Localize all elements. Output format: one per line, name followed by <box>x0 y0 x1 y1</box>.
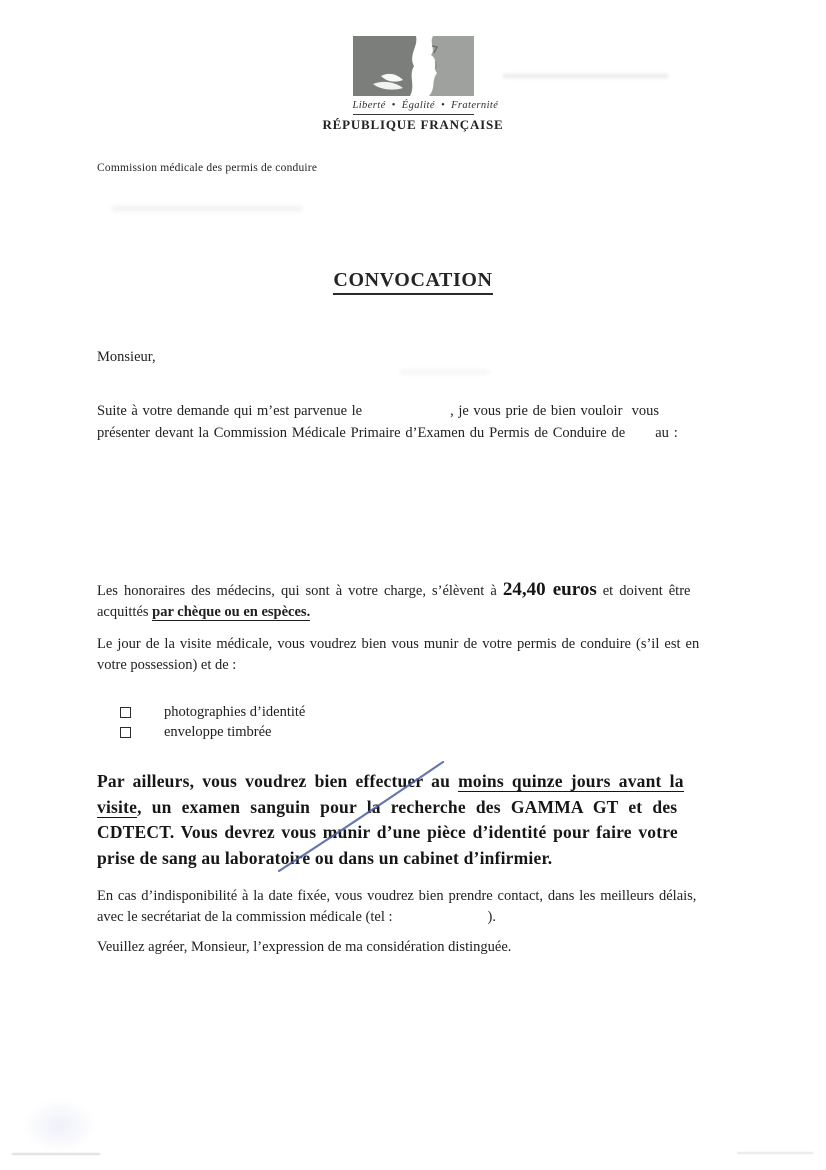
letter-title: CONVOCATION <box>333 269 492 295</box>
underlined-deadline: moins quinze jours avant la <box>458 771 684 791</box>
blood-test-line-1: Par ailleurs, vous voudrez bien effectuer au moins quinze jours avant la <box>97 771 684 791</box>
checklist-item <box>120 723 305 743</box>
blood-test-paragraph <box>97 769 684 871</box>
intro-line-2: présenter devant la Commission Médicale Primaire d’Examen du Permis de Conduire de au : <box>97 425 678 441</box>
marianne-logo-icon <box>353 36 474 96</box>
unavailability-line-2: avec le secrétariat de la commission médicale (tel : ). <box>97 909 496 925</box>
scan-artifact <box>737 1152 813 1154</box>
blood-test-line-4: prise de sang au laboratoire ou dans un cabinet d’infirmier. <box>97 847 553 868</box>
blood-test-line-2: visite, un examen sanguin pour la recherche des GAMMA GT et des <box>97 796 678 817</box>
unavailability-paragraph: En cas d’indisponibilité à la date fixée, vous voudrez bien prendre contact, dans les meilleurs délais, avec le secrétariat de la commission médicale (tel : ). <box>97 886 696 928</box>
republique-francaise-logo <box>0 36 826 133</box>
fees-line-2: acquittés par chèque ou en espèces. <box>97 604 311 620</box>
fees-line-1: Les honoraires des médecins, qui sont à votre charge, s’élèvent à 24,40 euros et doivent être <box>97 579 691 600</box>
document-checklist <box>120 703 305 742</box>
checklist-item-label: enveloppe timbrée <box>164 723 272 740</box>
fee-amount: 24,40 euros <box>502 579 597 600</box>
scan-artifact <box>12 1153 100 1155</box>
salutation: Monsieur, <box>97 349 156 365</box>
checkbox-icon <box>120 727 131 738</box>
checkbox-icon <box>120 707 131 718</box>
checklist-item <box>120 703 305 723</box>
letter-title-wrap <box>0 269 826 295</box>
checklist-item-label: photographies d’identité <box>164 704 306 720</box>
visit-paragraph: Le jour de la visite médicale, vous voudrez bien vous munir de votre permis de conduire (s’il est en votre possession) et de : <box>97 636 700 673</box>
closing-paragraph: Veuillez agréer, Monsieur, l’expression de ma considération distinguée. <box>97 939 512 955</box>
scan-artifact <box>400 370 490 374</box>
logo-country: RÉPUBLIQUE FRANÇAISE <box>322 117 504 132</box>
scan-artifact <box>22 1098 97 1153</box>
intro-paragraph <box>97 400 678 444</box>
scan-artifact <box>112 206 302 211</box>
sender-line: Commission médicale des permis de conduire <box>97 162 318 174</box>
payment-method: par chèque ou en espèces. <box>152 604 311 620</box>
fees-paragraph <box>97 579 690 623</box>
intro-line-1: Suite à votre demande qui m’est parvenue le , je vous prie de bien vouloir vous <box>97 403 660 419</box>
blood-test-line-3: CDTECT. Vous devrez vous munir d’une pièce d’identité pour faire votre <box>97 822 678 842</box>
logo-motto: Liberté • Égalité • Fraternité <box>353 100 474 115</box>
